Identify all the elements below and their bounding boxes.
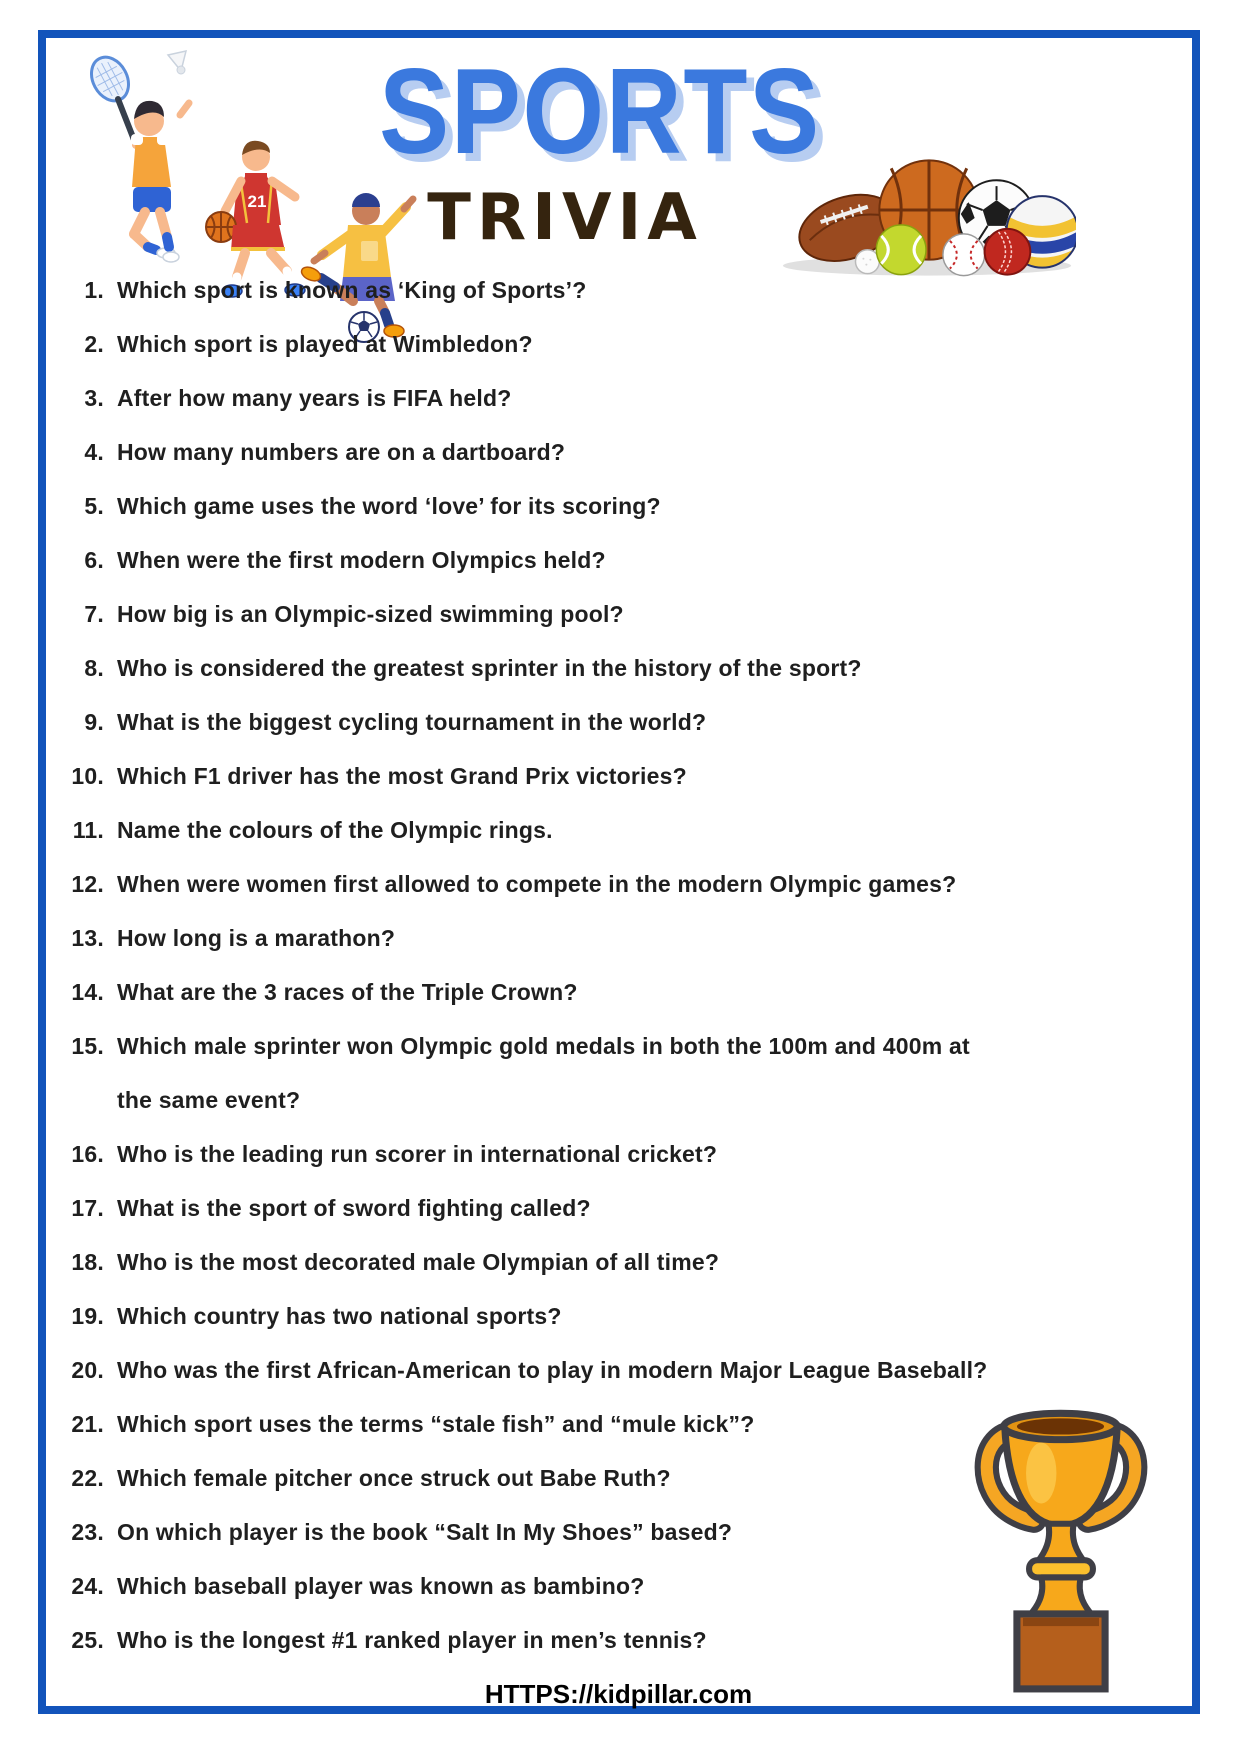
question-item [58, 1235, 1138, 1289]
badminton-player-icon [84, 51, 189, 262]
question-item [58, 911, 1138, 965]
question-text: Which country has two national sports? [117, 1303, 562, 1329]
question-item [58, 1289, 1138, 1343]
question-text: When were the first modern Olympics held? [117, 547, 606, 573]
question-text: Which sport is played at Wimbledon? [117, 331, 533, 357]
question-item [58, 587, 1138, 641]
question-text: What is the sport of sword fighting called? [117, 1195, 591, 1221]
question-item [58, 1127, 1138, 1181]
page-title: SPORTS [379, 43, 821, 179]
question-number: 4. [84, 439, 104, 465]
question-number: 16. [71, 1141, 104, 1167]
question-number: 14. [71, 979, 104, 1005]
question-text-continuation: the same event? [117, 1087, 301, 1113]
question-item [58, 749, 1138, 803]
question-item [58, 317, 1138, 371]
question-number: 12. [71, 871, 104, 897]
question-number: 13. [71, 925, 104, 951]
question-number: 6. [84, 547, 104, 573]
question-number: 20. [71, 1357, 104, 1383]
question-text: How big is an Olympic-sized swimming pool? [117, 601, 624, 627]
question-item [58, 263, 1138, 317]
question-number: 19. [71, 1303, 104, 1329]
question-text: Which female pitcher once struck out Babe Ruth? [117, 1465, 671, 1491]
question-text: Who is the leading run scorer in international cricket? [117, 1141, 718, 1167]
question-text: Which game uses the word ‘love’ for its scoring? [117, 493, 661, 519]
question-text: Which sport uses the terms “stale fish” and “mule kick”? [117, 1411, 755, 1437]
question-text: Which F1 driver has the most Grand Prix victories? [117, 763, 687, 789]
question-item [58, 425, 1138, 479]
question-number: 25. [71, 1627, 104, 1653]
question-number: 22. [71, 1465, 104, 1491]
question-number: 5. [84, 493, 104, 519]
question-number: 7. [84, 601, 104, 627]
question-number: 17. [71, 1195, 104, 1221]
question-item [58, 1019, 1138, 1127]
question-number: 21. [71, 1411, 104, 1437]
question-item [58, 533, 1138, 587]
question-number: 24. [71, 1573, 104, 1599]
question-text: Who is the longest #1 ranked player in men’s tennis? [117, 1627, 707, 1653]
question-text: Who is considered the greatest sprinter in the history of the sport? [117, 655, 862, 681]
question-text: When were women first allowed to compete in the modern Olympic games? [117, 871, 957, 897]
question-text: On which player is the book “Salt In My Shoes” based? [117, 1519, 733, 1545]
question-text: Which male sprinter won Olympic gold medals in both the 100m and 400m at the same event? [117, 1019, 1117, 1127]
footer-url: HTTPS://kidpillar.com [484, 1679, 753, 1709]
question-text: How many numbers are on a dartboard? [117, 439, 566, 465]
question-number: 10. [71, 763, 104, 789]
jersey-number: 21 [247, 192, 267, 211]
question-number: 1. [84, 277, 104, 303]
question-number: 3. [84, 385, 104, 411]
question-text: What is the biggest cycling tournament in the world? [117, 709, 707, 735]
question-text: Which sport is known as ‘King of Sports’? [117, 277, 587, 303]
question-item [58, 695, 1138, 749]
question-text: Which baseball player was known as bambino? [117, 1573, 645, 1599]
question-item [58, 1181, 1138, 1235]
page-subtitle: TRIVIA [427, 181, 703, 255]
question-number: 9. [84, 709, 104, 735]
question-number: 15. [71, 1033, 104, 1059]
question-item [58, 641, 1138, 695]
question-item [58, 1343, 1138, 1397]
trophy-icon [952, 1392, 1170, 1696]
question-item [58, 857, 1138, 911]
question-text: What are the 3 races of the Triple Crown? [117, 979, 578, 1005]
question-number: 2. [84, 331, 104, 357]
question-text: Name the colours of the Olympic rings. [117, 817, 553, 843]
question-number: 18. [71, 1249, 104, 1275]
question-text: Who was the first African-American to play in modern Major League Baseball? [117, 1357, 988, 1383]
question-item [58, 371, 1138, 425]
sports-balls-illustration [778, 148, 1076, 278]
question-item [58, 965, 1138, 1019]
question-number: 23. [71, 1519, 104, 1545]
question-text: How long is a marathon? [117, 925, 396, 951]
question-number: 11. [72, 817, 104, 843]
question-text: After how many years is FIFA held? [117, 385, 512, 411]
question-item [58, 803, 1138, 857]
question-number: 8. [84, 655, 104, 681]
question-item [58, 479, 1138, 533]
question-text: Who is the most decorated male Olympian of all time? [117, 1249, 720, 1275]
